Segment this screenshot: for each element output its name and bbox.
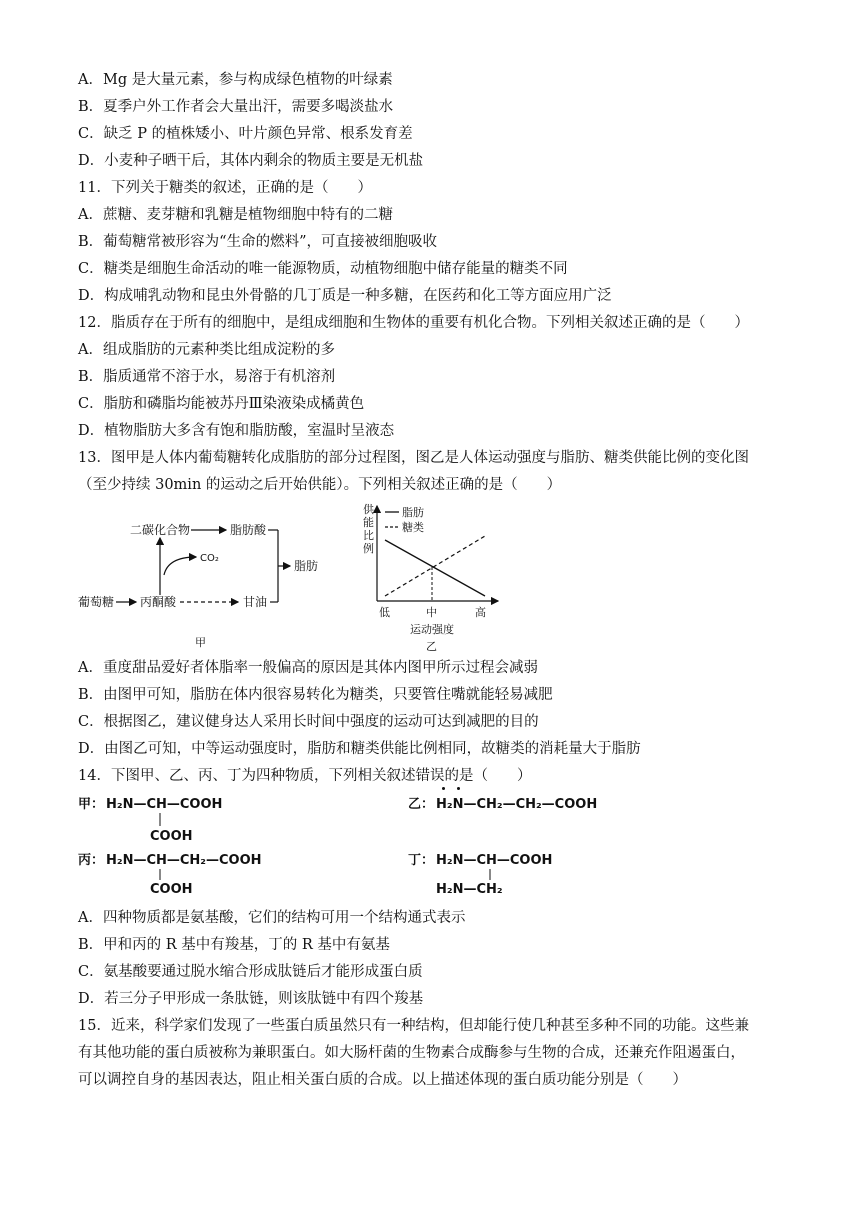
q10-option-a: A．Mg 是大量元素，参与构成绿色植物的叶绿素 [78, 72, 393, 88]
ylabel-char-4: 例 [363, 542, 374, 555]
node-c2-compound: 二碳化合物 [130, 523, 191, 537]
q14-option-c: C．氨基酸要通过脱水缩合形成肽链后才能形成蛋白质 [78, 964, 423, 980]
node-glucose: 葡萄糖 [78, 595, 115, 609]
q13-option-d: D．由图乙可知，中等运动强度时，脂肪和糖类供能比例相同，故糖类的消耗量大于脂肪 [78, 741, 641, 757]
q11-option-a: A．蔗糖、麦芽糖和乳糖是植物细胞中特有的二糖 [78, 207, 393, 223]
struct-ding-main: H₂N—CH—COOH [436, 853, 553, 868]
q10-option-c: C．缺乏 P 的植株矮小、叶片颜色异常、根系发育差 [78, 126, 413, 142]
struct-ding-branch: H₂N—CH₂ [436, 882, 503, 897]
struct-bing-main: H₂N—CH—CH₂—COOH [106, 853, 262, 868]
node-co2: CO₂ [200, 553, 219, 564]
q11-option-c: C．糖类是细胞生命活动的唯一能源物质，动植物细胞中储存能量的糖类不同 [78, 261, 568, 277]
figure-jia-caption: 甲 [195, 636, 206, 649]
xtick-low: 低 [379, 606, 390, 619]
q15-line1: 15．近来，科学家们发现了一些蛋白质虽然只有一种结构，但却能行使几种甚至多种不同的功能。这些兼 [78, 1018, 749, 1034]
q14-option-b: B．甲和丙的 R 基中有羧基，丁的 R 基中有氨基 [78, 937, 390, 953]
q12-option-b: B．脂质通常不溶于水，易溶于有机溶剂 [78, 369, 336, 385]
struct-jia-label: 甲： [78, 797, 105, 812]
xaxis-label: 运动强度 [410, 623, 454, 636]
xtick-high: 高 [475, 606, 486, 619]
struct-ding-label: 丁： [408, 853, 435, 868]
figure-yi-caption: 乙 [426, 640, 437, 653]
ylabel-char-1: 供 [363, 503, 374, 516]
struct-yi-main: H₂N—CH₂—CH₂—COOH [436, 797, 598, 812]
arrow-to-co2 [164, 557, 196, 575]
q12-option-c: C．脂肪和磷脂均能被苏丹Ⅲ染液染成橘黄色 [78, 396, 365, 412]
figure-yi [355, 500, 505, 655]
q14-option-d: D．若三分子甲形成一条肽链，则该肽链中有四个羧基 [78, 991, 424, 1007]
q10-option-d: D．小麦种子晒干后，其体内剩余的物质主要是无机盐 [78, 153, 424, 169]
node-fatty-acid: 脂肪酸 [230, 523, 267, 537]
q12-stem: 12．脂质存在于所有的细胞中，是组成细胞和生物体的重要有机化合物。下列相关叙述正确的是（ ） [78, 315, 749, 331]
q11-option-d: D．构成哺乳动物和昆虫外骨骼的几丁质是一种多糖，在医药和化工等方面应用广泛 [78, 288, 612, 304]
figure-jia [78, 505, 328, 650]
legend-fat: 脂肪 [402, 506, 424, 519]
q13-stem-line2: （至少持续 30min 的运动之后开始供能）。下列相关叙述正确的是（ ） [78, 477, 562, 493]
q12-option-d: D．植物脂肪大多含有饱和脂肪酸，室温时呈液态 [78, 423, 395, 439]
q11-option-b: B．葡萄糖常被形容为“生命的燃料”，可直接被细胞吸收 [78, 234, 437, 250]
q14-stem: 14．下图甲、乙、丙、丁为四种物质，下列相关叙述错误的是（ ） [78, 768, 532, 784]
q11-stem: 11．下列关于糖类的叙述，正确的是（ ） [78, 180, 372, 196]
q13-stem-line1: 13．图甲是人体内葡萄糖转化成脂肪的部分过程图，图乙是人体运动强度与脂肪、糖类供能比例的变化图 [78, 450, 749, 466]
struct-jia-branch: COOH [150, 829, 193, 844]
q15-line3: 可以调控自身的基因表达，阻止相关蛋白质的合成。以上描述体现的蛋白质功能分别是（ ） [78, 1072, 687, 1088]
node-glycerol: 甘油 [243, 595, 268, 609]
struct-bing-branch: COOH [150, 882, 193, 897]
struct-yi-label: 乙： [408, 797, 435, 812]
q15-line2: 有其他功能的蛋白质被称为兼职蛋白。如大肠杆菌的生物素合成酶参与生物的合成，还兼充作阻遏蛋白， [78, 1045, 745, 1061]
q14-option-a: A．四种物质都是氨基酸，它们的结构可用一个结构通式表示 [78, 910, 466, 926]
struct-bing-label: 丙： [78, 853, 105, 868]
ylabel-char-3: 比 [363, 529, 374, 542]
q12-option-a: A．组成脂肪的元素种类比组成淀粉的多 [78, 342, 335, 358]
struct-jia-main: H₂N—CH—COOH [106, 797, 223, 812]
q13-option-a: A．重度甜品爱好者体脂率一般偏高的原因是其体内图甲所示过程会减弱 [78, 660, 538, 676]
node-pyruvate: 丙酮酸 [140, 595, 177, 609]
q13-option-c: C．根据图乙，建议健身达人采用长时间中强度的运动可达到减肥的目的 [78, 714, 539, 730]
amino-acid-structures [78, 790, 618, 900]
node-fat: 脂肪 [294, 559, 319, 573]
legend-sugar: 糖类 [402, 521, 424, 534]
ylabel-char-2: 能 [363, 516, 374, 529]
q10-option-b: B．夏季户外工作者会大量出汗，需要多喝淡盐水 [78, 99, 394, 115]
xtick-mid: 中 [426, 606, 437, 619]
q13-option-b: B．由图甲可知，脂肪在体内很容易转化为糖类，只要管住嘴就能轻易减肥 [78, 687, 553, 703]
